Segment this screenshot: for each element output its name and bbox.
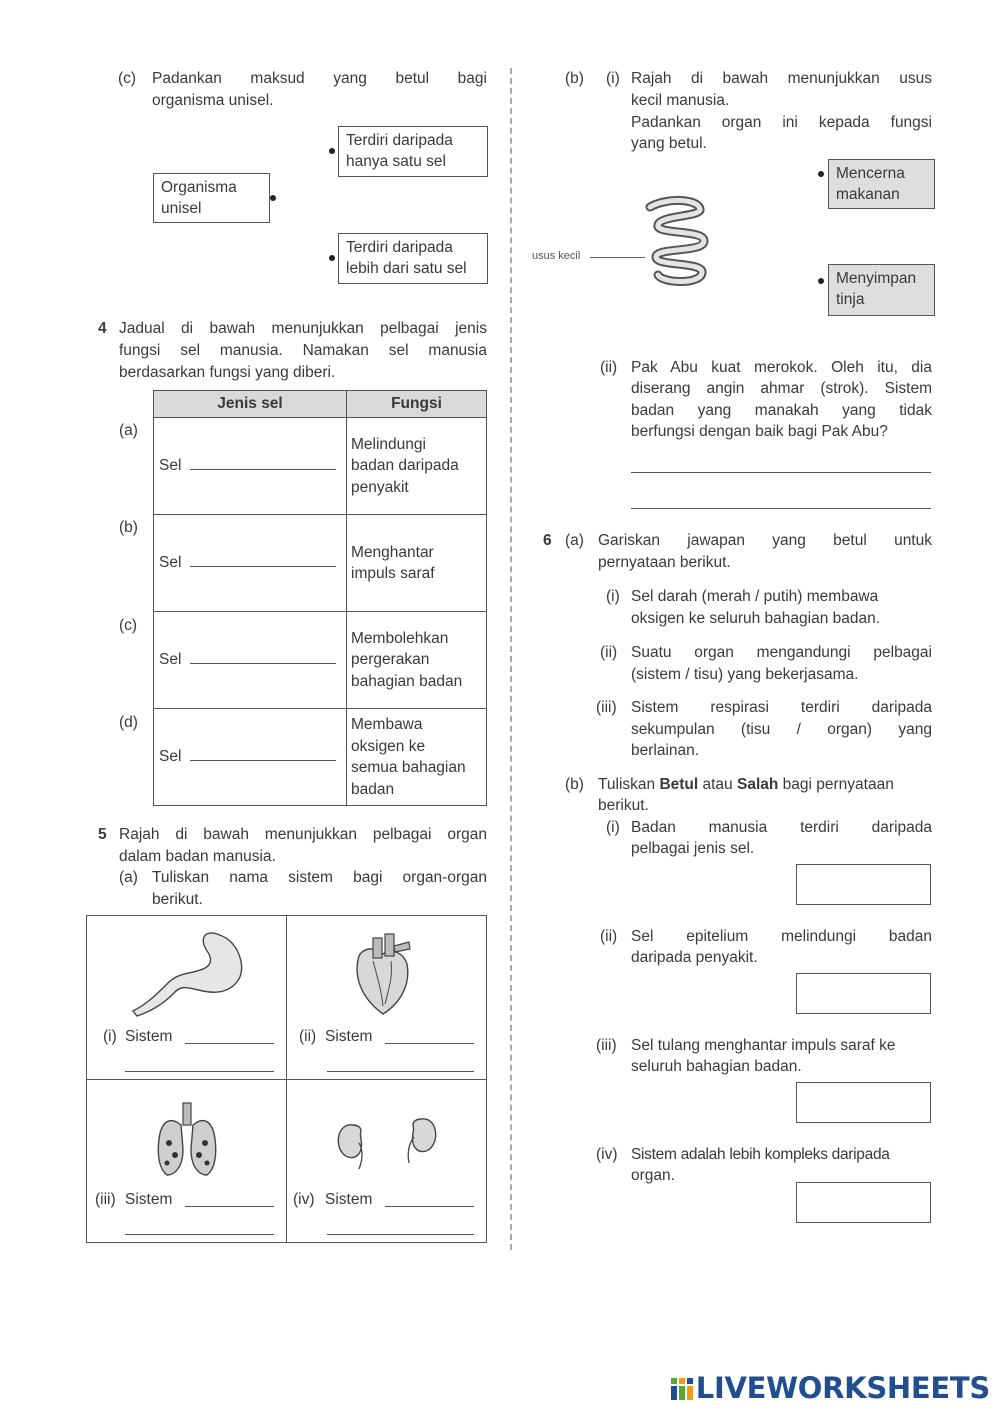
q6b-salah: Salah: [736, 776, 779, 793]
q6a-ii-label: (ii): [600, 644, 618, 661]
q5b-label: (b): [565, 70, 584, 87]
q5b-option-2: [828, 264, 935, 316]
q4-row-label-b: (b): [119, 519, 138, 536]
liveworksheets-logo[interactable]: [670, 1371, 990, 1406]
q6a-iii-line3: berlainan.: [631, 742, 700, 759]
q3c-line1: Padankan maksud yang betul bagi: [152, 70, 487, 87]
q5-line2: dalam badan manusia.: [119, 848, 276, 865]
fungsi-line: badan: [351, 780, 395, 798]
q6b-ii-label: (ii): [600, 928, 618, 945]
q4-line1: Jadual di bawah menunjukkan pelbagai jenis: [119, 320, 487, 337]
q6b-iv-label: (iv): [596, 1146, 618, 1163]
table-header-jenis-sel: Jenis sel: [154, 391, 347, 418]
organ-grid: [86, 915, 487, 1243]
q5a-label: (a): [119, 869, 138, 886]
q6b-i-line2: pelbagai jenis sel.: [631, 840, 755, 857]
table-header-row: [154, 391, 487, 418]
organ-label: (iii): [95, 1191, 116, 1208]
organ-answer-line-2[interactable]: [327, 1234, 474, 1235]
fungsi-line: badan daripada: [351, 457, 459, 475]
sel-answer-blank[interactable]: [190, 553, 336, 567]
q6b-i-line1: Badan manusia terdiri daripada: [631, 819, 932, 836]
q3c-left-box: [153, 173, 270, 223]
q6a-iii-line1: Sistem respirasi terdiri daripada: [631, 699, 932, 716]
q4-row-label-d: (d): [119, 714, 138, 731]
q3c-option-1-line1: Terdiri daripada: [346, 132, 453, 149]
organ-answer-line-1[interactable]: [185, 1043, 274, 1044]
q3c-label: (c): [118, 70, 137, 87]
q3c-line2: organisma unisel.: [152, 92, 274, 109]
q5-line1: Rajah di bawah menunjukkan pelbagai organ: [119, 826, 487, 843]
table-cell-jenis: [154, 612, 347, 709]
organ-cell-lungs: [87, 1079, 287, 1242]
fungsi-line: Melindungi: [351, 435, 426, 453]
table-cell-fungsi: [347, 515, 487, 612]
organ-answer-line-1[interactable]: [385, 1206, 474, 1207]
q5b-ii-line3: badan yang manakah yang tidak: [631, 402, 932, 419]
q6b-line2: berikut.: [598, 797, 649, 814]
usus-kecil-label: usus kecil: [532, 250, 581, 262]
q5b-option-2-dot[interactable]: [818, 278, 824, 284]
q3c-option-2-line1: Terdiri daripada: [346, 239, 453, 256]
q5b-ii-label: (ii): [600, 359, 618, 376]
small-intestine-icon: [638, 195, 718, 295]
sel-prefix: Sel: [159, 554, 182, 572]
fungsi-line: impuls saraf: [351, 565, 435, 582]
q6b-iii-line2: seluruh bahagian badan.: [631, 1058, 802, 1075]
fungsi-line: Membawa: [351, 716, 423, 733]
q6a-i-line1[interactable]: Sel darah (merah / putih) membawa: [631, 588, 879, 605]
kidneys-icon: [287, 1079, 487, 1189]
q6-number: 6: [543, 532, 552, 549]
table-row: [154, 709, 487, 806]
fungsi-line: penyakit: [351, 478, 409, 496]
q5b-option-1-dot[interactable]: [818, 171, 824, 177]
q6b-i-label: (i): [606, 819, 620, 836]
q6a-label: (a): [565, 532, 584, 549]
q3c-option-1-line2: hanya satu sel: [346, 153, 446, 170]
organ-label: (iv): [293, 1191, 315, 1208]
fungsi-line: oksigen ke: [351, 737, 426, 755]
q3c-option-2-line2: lebih dari satu sel: [346, 260, 467, 277]
fungsi-line: Menghantar: [351, 543, 434, 561]
q6b-iv-answer-box[interactable]: [796, 1182, 931, 1223]
q6b-ii-line2: daripada penyakit.: [631, 949, 758, 966]
table-row: [154, 418, 487, 515]
organ-sistem-text: Sistem: [125, 1191, 173, 1208]
organ-cell-stomach: [87, 916, 287, 1079]
q5b-option-2-line1: Menyimpan: [836, 270, 917, 287]
q5b-ii-answer-line-2[interactable]: [631, 508, 931, 509]
q3c-option-2-dot[interactable]: [329, 255, 335, 261]
q3c-option-1: [338, 126, 488, 177]
table-cell-fungsi: [347, 709, 487, 806]
q6b-text-pre: Tuliskan: [598, 776, 660, 793]
q4-row-label-a: (a): [119, 422, 138, 439]
q3c-left-box-line2: unisel: [161, 200, 202, 217]
q5-number: 5: [98, 826, 107, 843]
organ-sistem-text: Sistem: [325, 1028, 373, 1045]
lungs-icon: [87, 1079, 287, 1189]
q3c-left-dot[interactable]: [270, 195, 276, 201]
sel-prefix: Sel: [159, 748, 182, 766]
organ-cell-heart: [287, 916, 487, 1079]
organ-answer-line-2[interactable]: [125, 1234, 274, 1235]
fungsi-line: semua bahagian: [351, 759, 466, 776]
q5b-i-line4: yang betul.: [631, 135, 707, 152]
q3c-option-1-dot[interactable]: [329, 148, 335, 154]
q6a-line1: Gariskan jawapan yang betul untuk: [598, 532, 932, 549]
sel-prefix: Sel: [159, 457, 182, 475]
q5b-option-1-line2: makanan: [836, 186, 900, 203]
organ-answer-line-1[interactable]: [185, 1206, 274, 1207]
q5b-ii-line4: berfungsi dengan baik bagi Pak Abu?: [631, 423, 888, 440]
q6b-iii-answer-box[interactable]: [796, 1082, 931, 1123]
q6a-ii-line1: Suatu organ mengandungi pelbagai: [631, 644, 932, 661]
q6a-ii-line2[interactable]: (sistem / tisu) yang bekerjasama.: [631, 666, 859, 683]
table-cell-fungsi: [347, 612, 487, 709]
table-row: [154, 515, 487, 612]
table-cell-jenis: [154, 709, 347, 806]
q6a-iii-line2[interactable]: sekumpulan (tisu / organ) yang: [631, 721, 932, 738]
q5b-i-line2: kecil manusia.: [631, 92, 730, 109]
q6b-iv-line1: Sistem adalah lebih kompleks daripada: [631, 1146, 890, 1163]
organ-cell-kidneys: [287, 1079, 487, 1242]
cell-function-table: [153, 390, 487, 806]
q5b-ii-answer-line-1[interactable]: [631, 472, 931, 473]
sel-answer-blank[interactable]: [190, 650, 336, 664]
heart-icon: [287, 916, 487, 1026]
q6b-ii-line1: Sel epitelium melindungi badan: [631, 928, 932, 945]
q5b-option-1-line1: Mencerna: [836, 165, 905, 182]
q6b-betul: Betul: [659, 776, 699, 793]
q4-line2: fungsi sel manusia. Namakan sel manusia: [119, 342, 487, 359]
usus-kecil-pointer: [590, 257, 645, 258]
fungsi-line: Membolehkan: [351, 629, 449, 647]
q6b-iii-line1: Sel tulang menghantar impuls saraf ke: [631, 1037, 896, 1054]
organ-label: (i): [103, 1028, 117, 1045]
q4-number: 4: [98, 320, 107, 337]
organ-answer-line-2[interactable]: [327, 1071, 474, 1072]
table-cell-fungsi: [347, 418, 487, 515]
q5b-ii-line2: diserang angin ahmar (strok). Sistem: [631, 380, 932, 397]
q5b-i-line1: Rajah di bawah menunjukkan usus: [631, 70, 932, 87]
q5b-ii-line1: Pak Abu kuat merokok. Oleh itu, dia: [631, 359, 932, 376]
organ-label: (ii): [299, 1028, 317, 1045]
sel-answer-blank[interactable]: [190, 456, 336, 470]
table-cell-jenis: [154, 418, 347, 515]
organ-answer-line-1[interactable]: [385, 1043, 474, 1044]
stomach-icon: [87, 916, 287, 1026]
q3c-option-2: [338, 233, 488, 284]
liveworksheets-logo-icon: [670, 1376, 694, 1402]
q5b-i-line3: Padankan organ ini kepada fungsi: [631, 114, 932, 131]
q6b-ii-answer-box[interactable]: [796, 973, 931, 1014]
table-row: [154, 612, 487, 709]
q6a-iii-label: (iii): [596, 699, 617, 716]
q6b-label: (b): [565, 776, 584, 793]
table-cell-jenis: [154, 515, 347, 612]
q5b-option-1: [828, 159, 935, 209]
fungsi-line: pergerakan: [351, 651, 430, 669]
q6a-i-label: (i): [606, 588, 620, 605]
liveworksheets-brand-text: LIVEWORKSHEETS: [695, 1371, 990, 1406]
q6b-line1: [598, 774, 932, 796]
q5a-line2: berikut.: [152, 891, 203, 908]
organ-answer-line-2[interactable]: [125, 1071, 274, 1072]
q4-row-label-c: (c): [119, 617, 138, 634]
organ-sistem-text: Sistem: [325, 1191, 373, 1208]
q6b-text-post: bagi pernyataan: [778, 776, 894, 793]
q6b-iii-label: (iii): [596, 1037, 617, 1054]
sel-answer-blank[interactable]: [190, 747, 336, 761]
organ-sistem-text: Sistem: [125, 1028, 173, 1045]
q3c-left-box-line1: Organisma: [161, 179, 237, 196]
q6b-iv-line2: organ.: [631, 1167, 675, 1184]
q6b-i-answer-box[interactable]: [796, 864, 931, 905]
q4-line3: berdasarkan fungsi yang diberi.: [119, 364, 336, 381]
column-divider: [510, 68, 512, 1250]
q5b-option-2-line2: tinja: [836, 291, 865, 308]
q5b-i-label: (i): [606, 70, 620, 87]
q6b-atau: atau: [698, 776, 737, 793]
q6a-line2: pernyataan berikut.: [598, 554, 731, 571]
sel-prefix: Sel: [159, 651, 182, 669]
fungsi-line: bahagian badan: [351, 672, 463, 690]
q6a-i-line2: oksigen ke seluruh bahagian badan.: [631, 610, 881, 627]
q5a-line1: Tuliskan nama sistem bagi organ-organ: [152, 869, 487, 886]
table-header-fungsi: Fungsi: [347, 391, 487, 418]
